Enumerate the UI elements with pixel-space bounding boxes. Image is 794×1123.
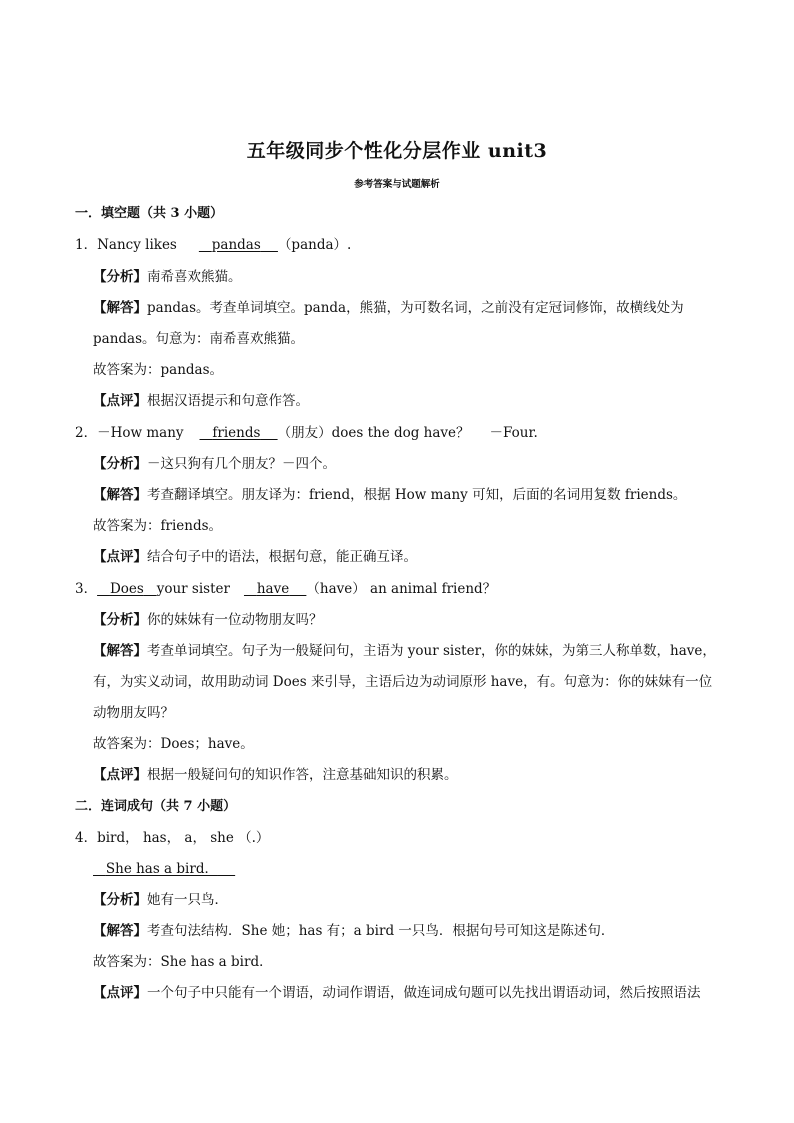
final-answer: 故答案为：pandas。	[93, 362, 224, 378]
question-text: （have） an animal friend？	[306, 581, 497, 597]
question-text: （朋友）does the dog have？	[277, 425, 470, 441]
analysis-line: 【分析】－这只狗有几个朋友？－四个。	[93, 456, 336, 472]
question-number: 3．	[75, 581, 98, 597]
comment-line: 【点评】根据汉语提示和句意作答。	[93, 393, 309, 409]
solution-line: 【解答】pandas。考查单词填空。panda，熊猫，为可数名词，之前没有定冠词修饰，故横线处为	[93, 300, 684, 316]
solution-line-cont: 动物朋友吗？	[93, 705, 174, 721]
document-subtitle: 参考答案与试题解析	[354, 179, 440, 190]
question-words: bird， has， a， she （.）	[97, 830, 270, 846]
answer-blank: pandas	[211, 237, 261, 253]
comment-line: 【点评】根据一般疑问句的知识作答，注意基础知识的积累。	[93, 767, 458, 783]
question-3	[75, 579, 496, 599]
document-title: 五年级同步个性化分层作业 unit3	[246, 140, 548, 162]
section-heading-fill-blank: 一．填空题（共 3 小题）	[75, 206, 224, 221]
solution-line: 【解答】考查单词填空。句子为一般疑问句，主语为 your sister，你的妹妹，为第三人称单数，have，	[93, 643, 716, 659]
final-answer: 故答案为：Does；have。	[93, 736, 254, 752]
solution-line-cont: 有，为实义动词，故用助动词 Does 来引导，主语后边为动词原形 have，有。句意为：你的妹妹有一位	[93, 674, 713, 690]
question-number: 4．	[75, 830, 98, 846]
final-answer: 故答案为：friends。	[93, 518, 223, 534]
question-text: （panda）.	[277, 237, 352, 253]
question-4	[75, 828, 269, 848]
question-number: 1．	[75, 237, 98, 253]
question-text: －How many	[97, 425, 184, 441]
analysis-line: 【分析】你的妹妹有一位动物朋友吗？	[93, 612, 323, 628]
question-reply: －Four.	[489, 425, 538, 441]
question-text: your sister	[156, 581, 230, 597]
solution-line: 【解答】考查翻译填空。朋友译为：friend，根据 How many 可知，后面的名词用复数 friends。	[93, 487, 687, 503]
section-heading-sentence: 二．连词成句（共 7 小题）	[75, 799, 237, 814]
question-1	[75, 235, 351, 255]
question-2	[75, 423, 538, 443]
answer-blank: have	[256, 581, 290, 597]
question-text: Nancy likes	[97, 237, 177, 253]
question-number: 2．	[75, 425, 98, 441]
analysis-line: 【分析】她有一只鸟．	[93, 892, 228, 908]
solution-line: 【解答】考查句法结构．She 她；has 有；a bird 一只鸟．根据句号可知这是陈述句．	[93, 923, 615, 939]
solution-line-cont: pandas。句意为：南希喜欢熊猫。	[93, 331, 305, 347]
final-answer: 故答案为：She has a bird．	[93, 954, 273, 970]
analysis-line: 【分析】南希喜欢熊猫。	[93, 269, 242, 285]
comment-line: 【点评】一个句子中只能有一个谓语，动词作谓语，做连词成句题可以先找出谓语动词，然后按照语法	[93, 985, 701, 1001]
answer-blank: She has a bird．	[105, 861, 218, 877]
comment-line: 【点评】结合句子中的语法，根据句意，能正确互译。	[93, 549, 417, 565]
answer-blank: Does	[109, 581, 144, 597]
answer-blank: friends	[212, 425, 261, 441]
